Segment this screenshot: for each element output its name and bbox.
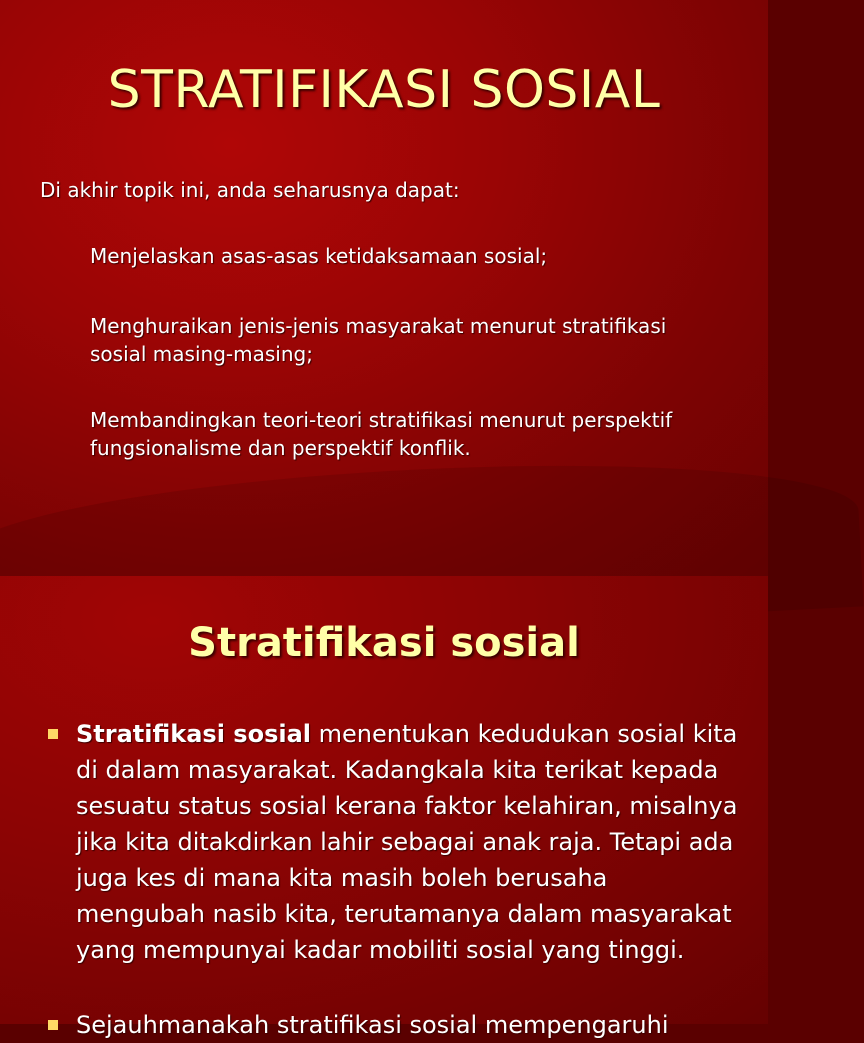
bullet-item (76, 1007, 741, 1043)
objective-line: fungsionalisme dan perspektif konflik. (90, 436, 471, 460)
objective-item (90, 406, 755, 462)
objective-line: sosial masing-masing; (90, 342, 313, 366)
slide-1 (0, 0, 768, 576)
intro-text: Di akhir topik ini, anda seharusnya dapat: (40, 178, 460, 202)
slide-2 (0, 576, 768, 1039)
bullet-item (76, 716, 741, 968)
objective-item (90, 242, 755, 270)
square-bullet-icon (48, 729, 58, 739)
square-bullet-icon (48, 1020, 58, 1030)
bullet-text: menentukan kedudukan sosial kita di dalam masyarakat. Kadangkala kita terikat kepada sesuatu status sosial kerana faktor kelahiran, misalnya jika kita ditakdirkan lahir sebagai anak raja. Tetapi ada juga kes di mana kita masih boleh berusaha mengubah nasib kita, terutamanya dalam masyarakat yang mempunyai kadar mobiliti sosial yang tinggi. (76, 720, 738, 964)
objective-line: Membandingkan teori-teori stratifikasi menurut perspektif (90, 408, 673, 432)
bullet-bold-term: Stratifikasi sosial (76, 720, 312, 748)
bullet-text: Sejauhmanakah stratifikasi sosial mempengaruhi (76, 1011, 669, 1039)
slide-1-title: STRATIFIKASI SOSIAL (107, 60, 661, 120)
objective-line: Menjelaskan asas-asas ketidaksamaan sosial; (90, 244, 548, 268)
slide-2-title: Stratifikasi sosial (188, 620, 580, 666)
objective-line: Menghuraikan jenis-jenis masyarakat menurut stratifikasi (90, 314, 667, 338)
objective-item (90, 312, 755, 368)
